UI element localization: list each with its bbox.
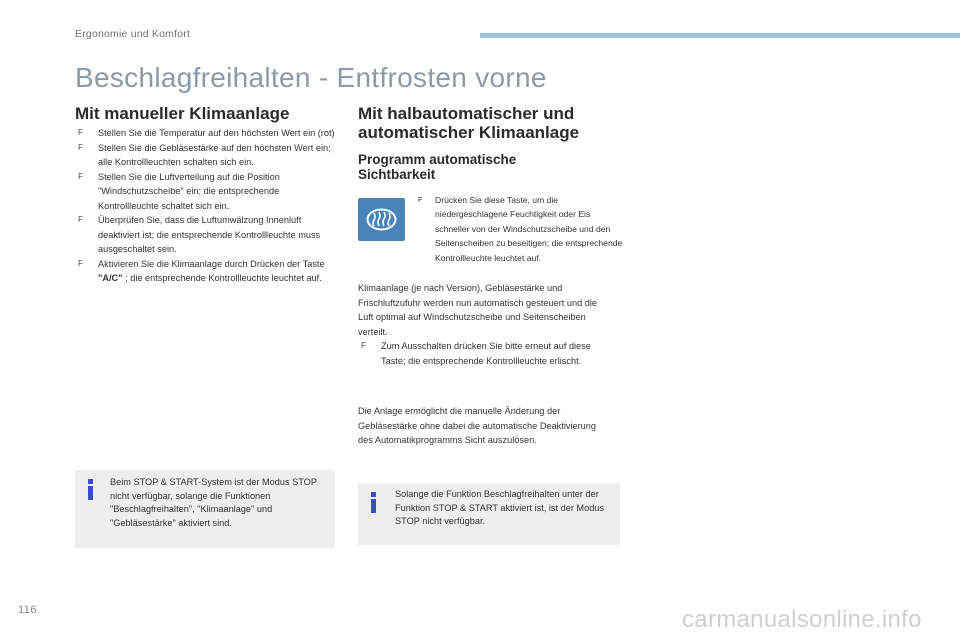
info-box-stop-start-left: [75, 470, 335, 548]
manual-override-paragraph: Die Anlage ermöglicht die manuelle Änderung der Gebläsestärke ohne dabei die automatische Deaktivierung des Automatikprogramms Sicht auszulösen.: [358, 406, 597, 445]
bullet-glyph: F: [78, 171, 83, 181]
step-text: Stellen Sie die Luftverteilung auf die Position "Windschutzscheibe" ein; die entsprechende Kontrollleuchte schaltet sich ein.: [98, 171, 280, 211]
list-item: [78, 126, 340, 141]
info-text: Beim STOP & START-System ist der Modus STOP nicht verfügbar, solange die Funktionen "Beschlagfreihalten", "Klimaanlage" und "Gebläsestärke" aktiviert sind.: [110, 477, 317, 528]
list-item: [78, 257, 340, 286]
step-text-before: Aktivieren Sie die Klimaanlage durch Drücken der Taste: [98, 258, 325, 269]
list-item: [361, 339, 611, 368]
front-defrost-icon: [358, 198, 405, 241]
manual-ac-heading: Mit manueller Klimaanlage: [75, 104, 290, 123]
off-steps-list: [361, 339, 611, 368]
header-accent-bar: [480, 33, 960, 38]
step-text-after: ; die entsprechende Kontrollleuchte leuchtet auf.: [122, 273, 322, 283]
manual-steps-list: [78, 126, 340, 286]
bullet-glyph: F: [361, 341, 366, 350]
bullet-glyph: F: [78, 215, 83, 224]
button-step: [418, 193, 623, 265]
step-text: Zum Ausschalten drücken Sie bitte erneut auf diese Taste; die entsprechende Kontrollleuchte erlischt.: [381, 341, 591, 366]
info-text: Solange die Funktion Beschlagfreihalten unter der Funktion STOP & START aktiviert ist, ist der Modus STOP nicht verfügbar.: [395, 489, 605, 526]
step-text: Drücken Sie diese Taste, um die niedergeschlagene Feuchtigkeit oder Eis schneller von der Windschutzscheibe und den Seitenscheiben zu beseitigen; die entsprechende Kontrollleuchte leuchtet auf.: [435, 195, 623, 263]
info-box-stop-start-right: [358, 483, 620, 545]
list-item: [78, 141, 340, 170]
bullet-glyph: F: [418, 195, 423, 204]
bullet-glyph: F: [78, 258, 83, 268]
info-icon: [368, 492, 378, 514]
auto-visibility-subheading: Programm automatische Sichtbarkeit: [358, 152, 517, 182]
ac-key-label: "A/C": [98, 273, 123, 283]
page-title: Beschlagfreihalten - Entfrosten vorne: [75, 62, 547, 93]
step-text: Überprüfen Sie, dass die Luftumwälzung Innenluft deaktiviert ist; die entsprechende Kontrollleuchte muss ausgeschaltet sein.: [98, 215, 321, 254]
auto-ac-heading: Mit halbautomatischer und automatischer Klimaanlage: [358, 104, 580, 142]
info-icon: [85, 479, 95, 501]
list-item: [78, 213, 340, 257]
watermark: carmanualsonline.info: [682, 606, 922, 633]
step-text: Stellen Sie die Temperatur auf den höchsten Wert ein (rot): [98, 128, 335, 138]
page-number: 116: [18, 604, 38, 616]
step-text: Stellen Sie die Gebläsestärke auf den höchsten Wert ein; alle Kontrollleuchten schalten sich ein.: [98, 142, 331, 167]
section-label: Ergonomie und Komfort: [75, 28, 191, 40]
defrost-button: [358, 198, 405, 241]
bullet-glyph: F: [78, 128, 83, 137]
bullet-glyph: F: [78, 142, 83, 152]
auto-paragraph: Klimaanlage (je nach Version), Gebläsestärke und Frischluftzufuhr werden nun automatisch gesteuert und die Luft optimal auf Windschutzscheibe und Seitenscheiben verteilt.: [358, 283, 598, 337]
list-item: [78, 170, 340, 214]
